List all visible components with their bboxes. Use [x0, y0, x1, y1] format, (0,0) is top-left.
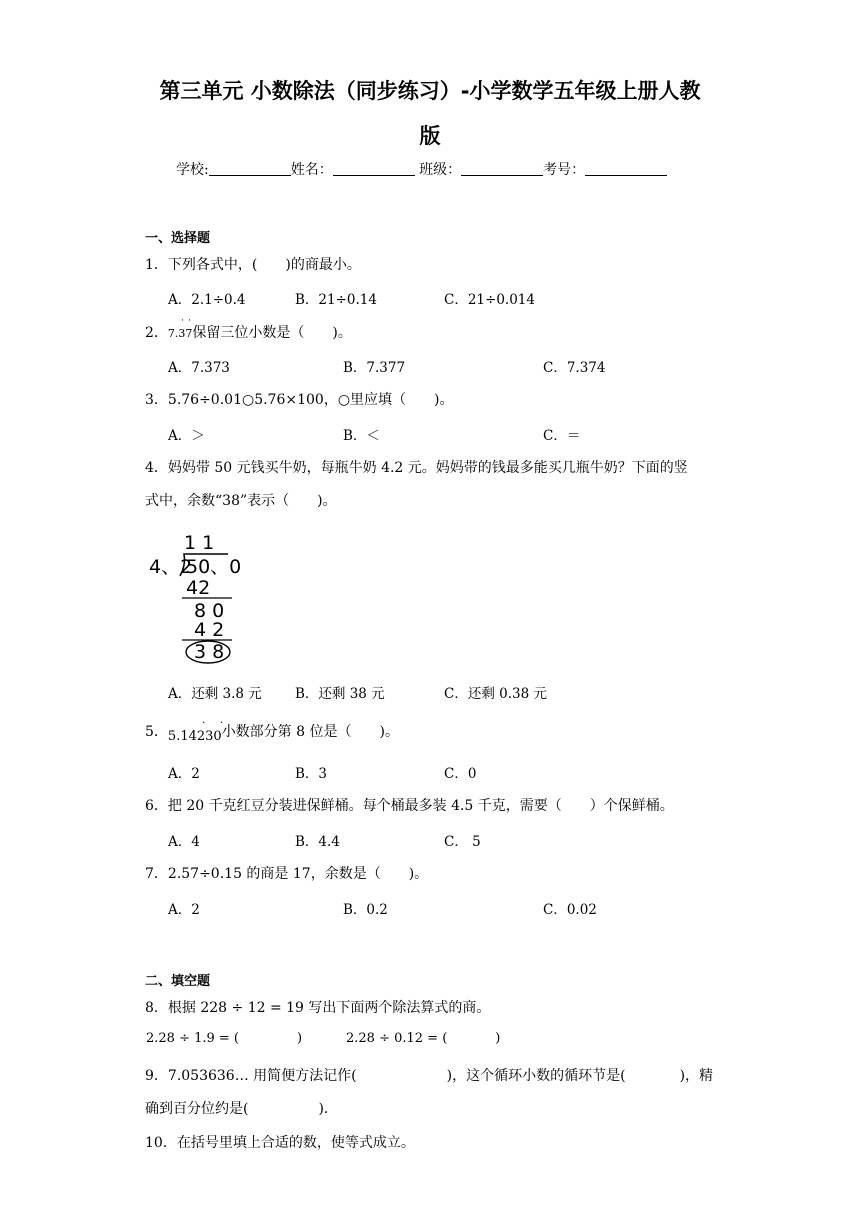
question-10-stem: 10．在括号里填上合适的数，使等式成立。: [145, 1135, 415, 1151]
q9-text-c: )，精: [679, 1068, 714, 1084]
q5-stem-text: 小数部分第 8 位是（ )。: [221, 724, 399, 740]
division-quotient: 1 1: [184, 532, 215, 554]
question-4-stem-line2: 式中，余数“38”表示（ )。: [145, 493, 337, 509]
division-dividend: 50、0: [186, 556, 242, 578]
question-2-stem: [145, 322, 352, 342]
division-step3: 4 2: [194, 619, 225, 641]
long-division-figure: [148, 530, 248, 665]
division-remainder: 3 8: [194, 641, 225, 663]
q3-option-a[interactable]: A．＞: [168, 428, 205, 444]
q6-option-c[interactable]: C． 5: [444, 834, 481, 850]
q2-repeat-dot-2: ·: [188, 316, 191, 326]
q2-repeating-decimal: 7.37: [167, 327, 193, 340]
q8-expression-1: [146, 1031, 302, 1046]
class-label: 班级：: [419, 162, 462, 178]
question-4-stem-line1: 4．妈妈带 50 元钱买牛奶，每瓶牛奶 4.2 元。妈妈带的钱最多能买几瓶牛奶？下面的竖: [145, 460, 688, 476]
q5-repeat-dot-2: ·: [220, 718, 224, 729]
q3-option-c[interactable]: C．＝: [543, 428, 581, 444]
division-divisor: 4、2: [149, 556, 193, 578]
q8-expr1-text: 2.28 ÷ 1.9 = (: [146, 1031, 240, 1046]
page-title: 第三单元 小数除法（同步练习）-小学数学五年级上册人教: [159, 79, 701, 103]
name-label: 姓名：: [290, 162, 333, 178]
q5-option-b[interactable]: B．3: [295, 766, 328, 782]
class-blank[interactable]: [461, 161, 543, 176]
q1-option-c[interactable]: C．21÷0.014: [444, 292, 535, 308]
student-info-line: [176, 159, 667, 179]
q2-option-b[interactable]: B．7.377: [343, 360, 406, 376]
q4-option-b[interactable]: B．还剩 38 元: [295, 686, 385, 702]
q9-text-a: 9．7.053636… 用简便方法记作(: [145, 1068, 357, 1084]
exam-no-blank[interactable]: [585, 161, 667, 176]
section-title-choice: 一、选择题: [145, 231, 211, 246]
q5-repeat-dot-1: ·: [202, 718, 206, 729]
q5-option-c[interactable]: C．0: [444, 766, 477, 782]
q6-option-b[interactable]: B．4.4: [295, 834, 340, 850]
question-6-stem: 6．把 20 千克红豆分装进保鲜桶。每个桶最多装 4.5 千克，需要（ ）个保鲜桶。: [145, 798, 674, 814]
question-8-stem: 8．根据 228 ÷ 12 = 19 写出下面两个除法算式的商。: [145, 1000, 491, 1016]
q8-expr2-text: 2.28 ÷ 0.12 = (: [346, 1031, 448, 1046]
school-label: 学校:: [176, 162, 209, 178]
q2-number: 2．: [145, 325, 168, 341]
q1-option-b[interactable]: B．21÷0.14: [295, 292, 377, 308]
q7-option-c[interactable]: C．0.02: [543, 902, 597, 918]
name-blank[interactable]: [333, 161, 415, 176]
q1-option-a[interactable]: A．2.1÷0.4: [168, 292, 246, 308]
division-step2: 8 0: [194, 600, 225, 622]
division-step1: 42: [186, 577, 211, 599]
question-7-stem: 7．2.57÷0.15 的商是 17，余数是（ )。: [145, 866, 429, 882]
q8-expr2-close: ): [495, 1031, 501, 1046]
question-3-stem: 3．5.76÷0.01○5.76×100，○里应填（ )。: [145, 392, 454, 408]
q4-option-a[interactable]: A．还剩 3.8 元: [168, 686, 262, 702]
q9-text-e: )．: [318, 1101, 338, 1117]
question-9-line1: [145, 1065, 713, 1085]
q6-option-a[interactable]: A．4: [168, 834, 200, 850]
section-title-fill: 二、填空题: [145, 974, 211, 989]
q8-expression-2: [346, 1031, 500, 1046]
exam-no-label: 考号：: [543, 162, 586, 178]
q9-text-b: )，这个循环小数的循环节是(: [446, 1068, 626, 1084]
q8-expr1-close: ): [297, 1031, 303, 1046]
q5-number: 5．: [145, 724, 168, 740]
q4-option-c[interactable]: C．还剩 0.38 元: [444, 686, 547, 702]
q7-option-a[interactable]: A．2: [168, 902, 200, 918]
question-1-stem: 1．下列各式中，( )的商最小。: [145, 257, 361, 273]
q5-repeating-decimal: 5.14230: [167, 729, 222, 744]
q7-option-b[interactable]: B．0.2: [343, 902, 388, 918]
q5-option-a[interactable]: A．2: [168, 766, 200, 782]
question-5-stem: [145, 721, 399, 744]
q3-option-b[interactable]: B．＜: [343, 428, 380, 444]
question-9-line2: [145, 1098, 338, 1118]
q2-repeat-dot-1: ·: [181, 316, 184, 326]
q2-stem-text: 保留三位小数是（ )。: [192, 325, 352, 341]
q9-text-d: 确到百分位约是(: [145, 1101, 249, 1117]
school-blank[interactable]: [209, 161, 291, 176]
page-title-line2: 版: [419, 124, 441, 148]
q2-option-c[interactable]: C．7.374: [543, 360, 606, 376]
q2-option-a[interactable]: A．7.373: [168, 360, 230, 376]
